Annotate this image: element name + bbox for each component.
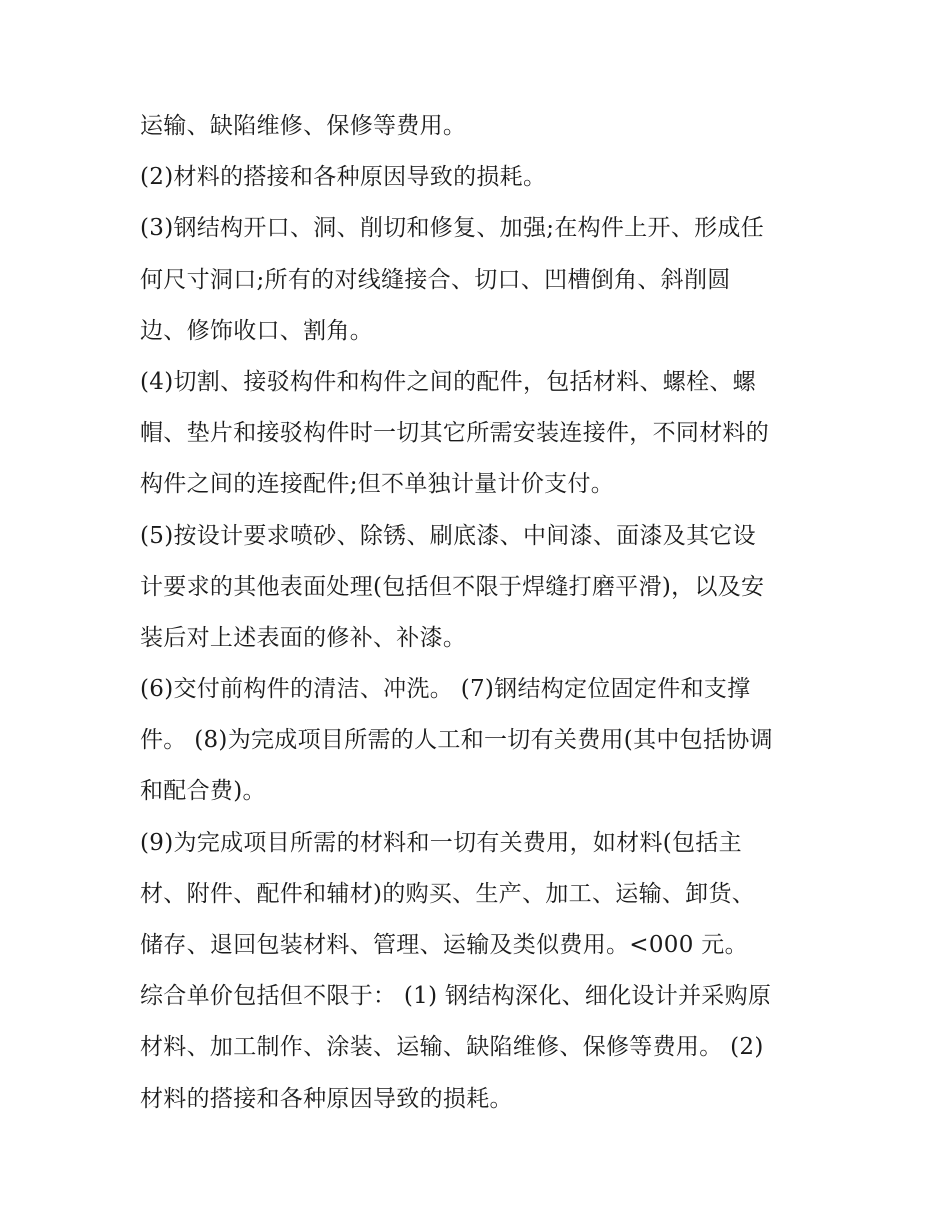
text-line: 储存、退回包装材料、管理、运输及类似费用。<000 元。	[140, 932, 748, 958]
text-line: 装后对上述表面的修补、补漆。	[140, 624, 467, 651]
text-line: (3)钢结构开口、洞、削切和修复、加强;在构件上开、形成任	[140, 215, 765, 242]
paragraph-2	[140, 152, 812, 203]
text-line: (2)材料的搭接和各种原因导致的损耗。	[140, 164, 547, 191]
text-line: 运输、缺陷维修、保修等费用。	[140, 113, 467, 139]
text-line: 材料、加工制作、涂装、运输、缺陷维修、保修等费用。 (2)	[140, 1034, 764, 1061]
text-line: 计要求的其他表面处理(包括但不限于焊缝打磨平滑)，以及安	[140, 573, 765, 600]
text-line: (6)交付前构件的清洁、冲洗。 (7)钢结构定位固定件和支撑	[140, 676, 751, 703]
paragraph-3	[140, 203, 812, 357]
document-body	[140, 101, 812, 1125]
text-line: 件。 (8)为完成项目所需的人工和一切有关费用(其中包括协调	[140, 727, 773, 754]
text-line: 和配合费)。	[140, 778, 266, 805]
text-line: 综合单价包括但不限于： (1) 钢结构深化、细化设计并采购原	[140, 983, 772, 1010]
paragraph-5	[140, 511, 812, 665]
text-line: (9)为完成项目所需的材料和一切有关费用，如材料(包括主	[140, 829, 742, 856]
text-line: 帽、垫片和接驳构件时一切其它所需安装连接件，不同材料的	[140, 420, 770, 447]
paragraph-7	[140, 818, 812, 972]
text-line: (4)切割、接驳构件和构件之间的配件，包括材料、螺栓、螺	[140, 368, 756, 395]
text-line: 材料的搭接和各种原因导致的损耗。	[140, 1085, 513, 1112]
paragraph-1	[140, 101, 812, 152]
text-line: 材、附件、配件和辅材)的购买、生产、加工、运输、卸货、	[140, 880, 756, 907]
paragraph-4	[140, 357, 812, 511]
text-line: 构件之间的连接配件;但不单独计量计价支付。	[140, 471, 615, 498]
paragraph-6	[140, 664, 812, 818]
text-line: 边、修饰收口、割角。	[140, 317, 373, 344]
text-line: (5)按设计要求喷砂、除锈、刷底漆、中间漆、面漆及其它设	[140, 522, 756, 549]
text-line: 何尺寸洞口;所有的对线缝接合、切口、凹槽倒角、斜削圆	[140, 266, 731, 293]
paragraph-8	[140, 971, 812, 1125]
